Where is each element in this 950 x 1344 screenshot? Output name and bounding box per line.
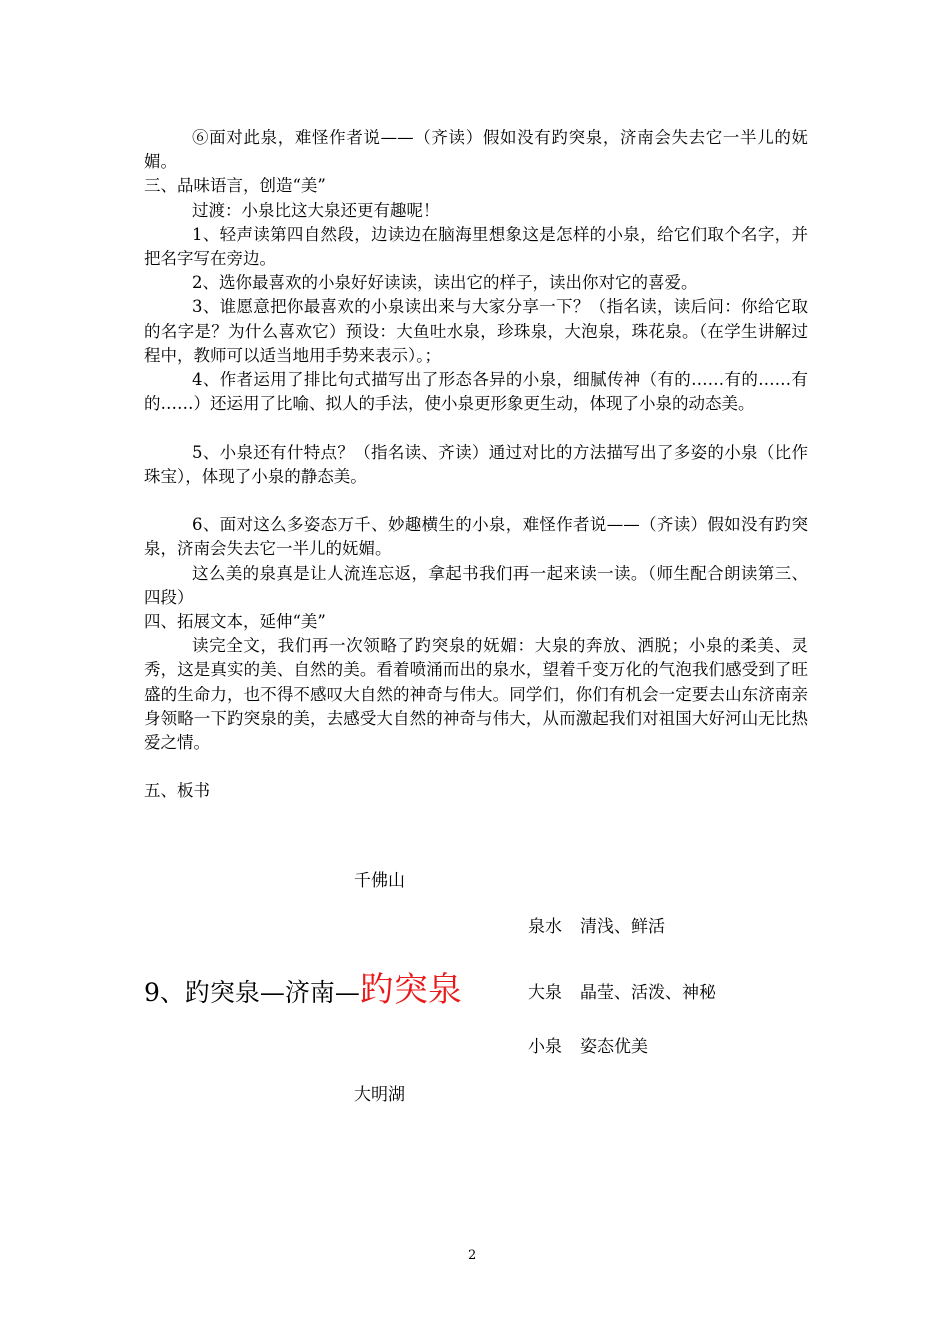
board-row-big-spring xyxy=(528,978,716,1003)
board-row-desc: 清浅、鲜活 xyxy=(580,917,665,937)
paragraph: 四、拓展文本，延伸“美” xyxy=(144,612,326,632)
board-title-highlight: 趵突泉 xyxy=(359,970,462,1010)
blank-line xyxy=(144,489,808,513)
blank-line xyxy=(144,755,808,779)
board-top-label: 千佛山 xyxy=(354,871,405,891)
paragraph: ⑥面对此泉，难怪作者说——（齐读）假如没有趵突泉，济南会失去它一半儿的妩媚。 xyxy=(144,128,808,172)
board-row-label: 大泉 xyxy=(528,983,562,1003)
paragraph: 三、品味语言，创造“美” xyxy=(144,176,326,196)
paragraph: 6、面对这么多姿态万千、妙趣横生的小泉，难怪作者说——（齐读）假如没有趵突泉，济南会失去它一半儿的妩媚。 xyxy=(144,515,808,559)
paragraph: 读完全文，我们再一次领略了趵突泉的妩媚：大泉的奔放、洒脱；小泉的柔美、灵秀，这是真实的美、自然的美。看着喷涌而出的泉水，望着千变万化的气泡我们感受到了旺盛的生命力，也不得不感叹大自然的神奇与伟大。同学们，你们有机会一定要去山东济南亲身领略一下趵突泉的美，去感受大自然的神奇与伟大，从而激起我们对祖国大好河山无比热爱之情。 xyxy=(144,636,808,753)
paragraph: 2、选你最喜欢的小泉好好读读，读出它的样子，读出你对它的喜爱。 xyxy=(192,273,698,293)
lesson-body-text xyxy=(144,126,808,804)
paragraph: 1、轻声读第四自然段，边读边在脑海里想象这是怎样的小泉，给它们取个名字，并把名字写在旁边。 xyxy=(144,224,808,269)
board-title-prefix: 9、趵突泉—济南— xyxy=(144,978,360,1007)
board-title xyxy=(144,962,462,1011)
blank-line xyxy=(144,416,808,440)
board-row-desc: 晶莹、活泼、神秘 xyxy=(580,983,716,1003)
board-row-desc: 姿态优美 xyxy=(580,1037,648,1057)
board-row-small-spring xyxy=(528,1032,648,1057)
paragraph: 过渡：小泉比这大泉还更有趣呢！ xyxy=(192,200,440,220)
paragraph: 5、小泉还有什特点？（指名读、齐读）通过对比的方法描写出了多姿的小泉（比作珠宝），体现了小泉的静态美。 xyxy=(144,442,808,486)
board-row-label: 小泉 xyxy=(528,1037,562,1057)
board-row-spring-water xyxy=(528,912,665,937)
board-bottom-label: 大明湖 xyxy=(354,1085,405,1105)
paragraph: 3、谁愿意把你最喜欢的小泉读出来与大家分享一下？（指名读，读后问：你给它取的名字是？为什么喜欢它）预设：大鱼吐水泉，珍珠泉，大泡泉，珠花泉。（在学生讲解过程中，教师可以适当地用手势来表示）。； xyxy=(144,297,808,365)
board-row-label: 泉水 xyxy=(528,917,562,937)
paragraph: 五、板书 xyxy=(144,781,210,801)
page-number: 2 xyxy=(468,1248,477,1263)
paragraph: 4、作者运用了排比句式描写出了形态各异的小泉，细腻传神（有的……有的……有的……）还运用了比喻、拟人的手法，使小泉更形象更生动，体现了小泉的动态美。 xyxy=(144,370,808,414)
paragraph: 这么美的泉真是让人流连忘返，拿起书我们再一起来读一读。（师生配合朗读第三、四段） xyxy=(144,563,808,607)
